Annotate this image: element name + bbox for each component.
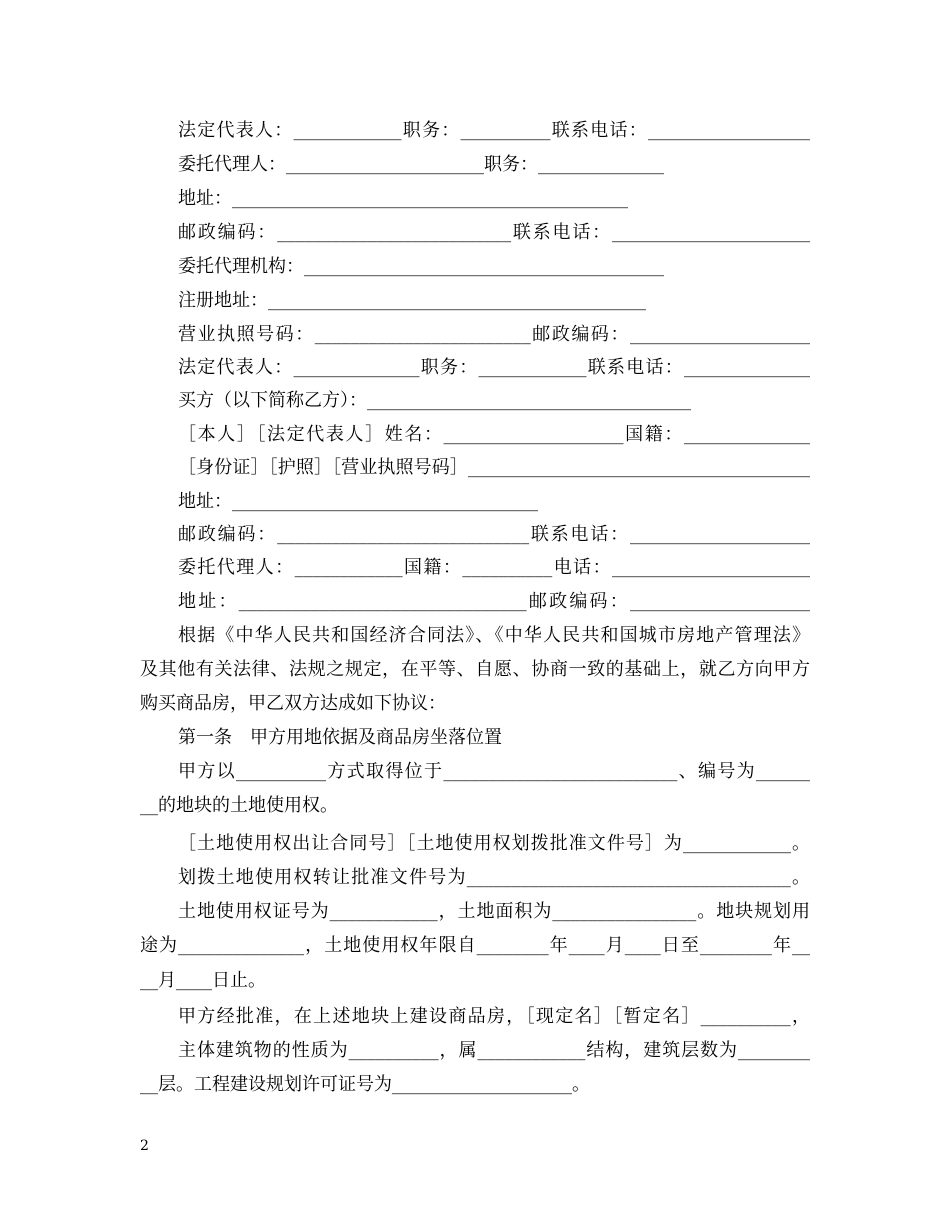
land-certificate-line-3: __月____日止。 <box>140 970 266 991</box>
land-acquisition-line-2: __的地块的土地使用权。 <box>140 795 338 816</box>
buyer-agent-address-line: 地址：________________________________邮政编码：____________________ <box>178 591 810 612</box>
agency-reg-address-line: 注册地址：__________________________________________ <box>178 290 646 311</box>
buyer-address-line: 地址：__________________________________ <box>178 491 538 512</box>
seller-postcode-line: 邮政编码：__________________________联系电话：______________________ <box>178 222 810 243</box>
buyer-agent-line: 委托代理人：____________国籍：__________电话：______________________ <box>178 557 810 578</box>
seller-agency-line: 委托代理机构：________________________________________ <box>178 256 664 277</box>
preamble-line-2: 及其他有关法律、法规之规定，在平等、自愿、协商一致的基础上，就乙方向甲方 <box>140 659 810 680</box>
land-certificate-line-1: 土地使用权证号为____________，土地面积为________________。地块规划用 <box>178 901 810 922</box>
seller-agent-line: 委托代理人：______________________职务：______________ <box>178 154 664 175</box>
preamble-line-1: 根据《中华人民共和国经济合同法》、《中华人民共和国城市房地产管理法》 <box>178 625 810 646</box>
seller-address-line: 地址：____________________________________________ <box>178 188 628 209</box>
contract-number-line: ［土地使用权出让合同号］［土地使用权划拨批准文件号］为____________。 <box>178 833 810 854</box>
article-1-heading: 第一条 甲方用地依据及商品房坐落位置 <box>178 727 502 748</box>
building-nature-line-2: __层。工程建设规划许可证号为____________________。 <box>140 1074 590 1095</box>
buyer-name-line: ［本人］［法定代表人］姓名：____________________国籍：______________ <box>178 424 810 445</box>
seller-legal-rep-line: 法定代表人：____________职务：__________联系电话：__________________ <box>178 120 810 141</box>
transfer-approval-line: 划拨土地使用权转让批准文件号为____________________________________。 <box>178 867 810 888</box>
page-number: 2 <box>140 1138 149 1154</box>
buyer-postcode-line: 邮政编码：____________________________联系电话：____________________ <box>178 524 810 545</box>
land-certificate-line-2: 途为______________，土地使用权年限自________年____月____日至________年__ <box>140 935 810 956</box>
building-approval-line: 甲方经批准，在上述地块上建设商品房，［现定名］［暂定名］__________， <box>178 1006 810 1027</box>
land-acquisition-line-1: 甲方以__________方式取得位于__________________________、编号为______ <box>178 761 810 782</box>
preamble-line-3: 购买商品房，甲乙双方达成如下协议： <box>140 693 446 714</box>
building-nature-line-1: 主体建筑物的性质为__________，属____________结构，建筑层数为________ <box>178 1040 810 1061</box>
buyer-id-line: ［身份证］［护照］［营业执照号码］______________________________________ <box>178 457 810 478</box>
buyer-heading-line: 买方（以下简称乙方）：____________________________________ <box>178 390 691 411</box>
agency-legal-rep-line: 法定代表人：______________职务：____________联系电话：______________ <box>178 357 810 378</box>
agency-license-line: 营业执照号码：________________________邮政编码：____________________ <box>178 324 810 345</box>
